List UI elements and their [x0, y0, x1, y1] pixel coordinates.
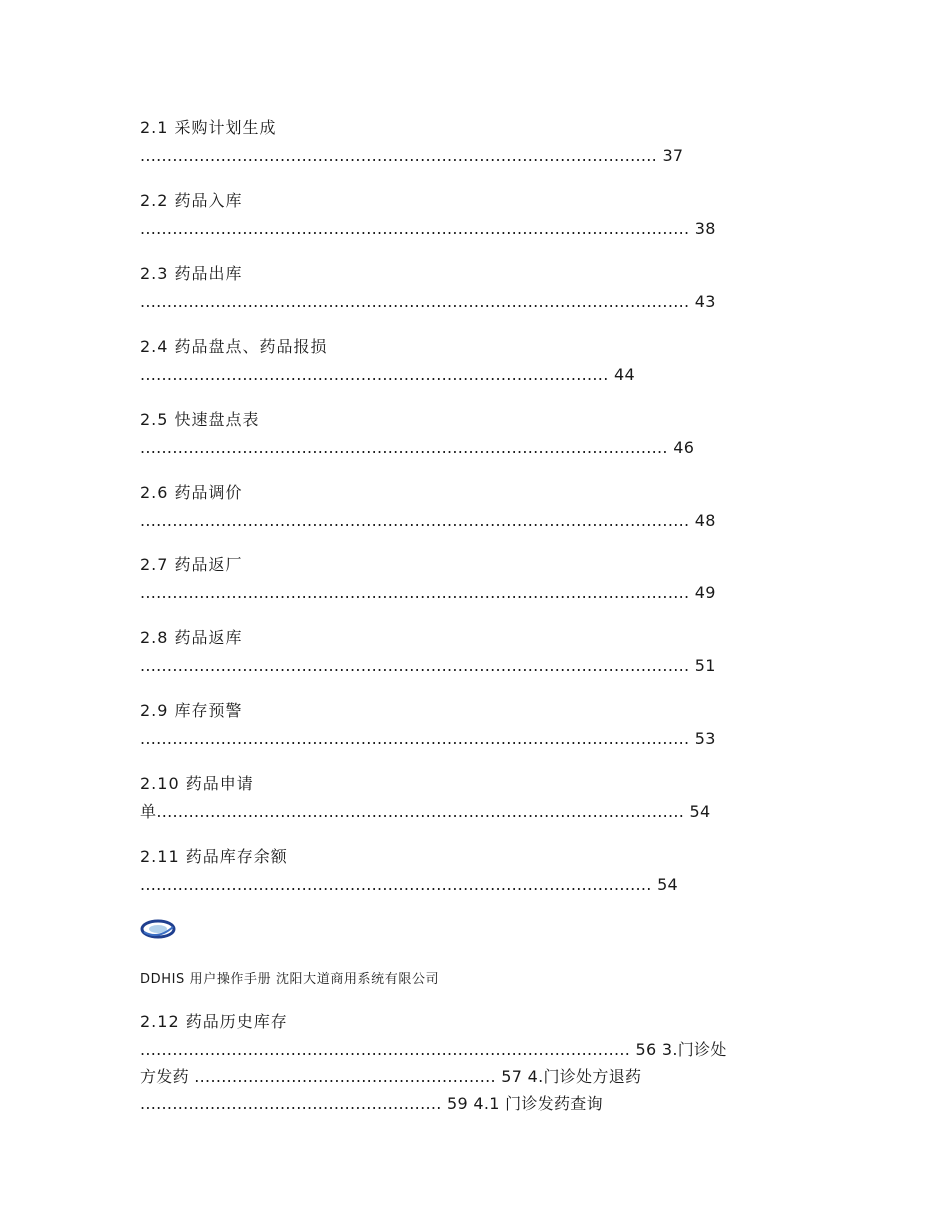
toc-leader-line: ...................................................................................................... 43: [140, 292, 716, 311]
toc-leader-line: ...................................................................................................... 48: [140, 511, 716, 530]
toc-page-number: 38: [694, 219, 716, 238]
toc-page-number: 43: [694, 292, 716, 311]
toc-leader-line: 方发药 ........................................................ 57 4.门诊处方退药: [140, 1067, 642, 1086]
toc-page-number: 51: [694, 656, 716, 675]
toc-heading: 2.8 药品返库: [140, 628, 243, 647]
toc-page-number: 54: [689, 802, 711, 821]
toc-heading: 2.4 药品盘点、药品报损: [140, 337, 328, 356]
toc-heading: 2.5 快速盘点表: [140, 410, 260, 429]
toc-page-number: 44: [613, 365, 635, 384]
toc-leader-line: ........................................................ 59 4.1 门诊发药查询: [140, 1094, 603, 1113]
toc-page-number: 46: [673, 438, 695, 457]
toc-heading: 2.7 药品返厂: [140, 555, 243, 574]
toc-page-number: 37: [662, 146, 684, 165]
toc-leader-line: 单.................................................................................................. 54: [140, 802, 711, 821]
toc-leader-line: ....................................................................................... 44: [140, 365, 635, 384]
toc-leader-line: ...................................................................................................... 49: [140, 583, 716, 602]
toc-leader-line: ...................................................................................................... 51: [140, 656, 716, 675]
toc-heading: 2.3 药品出库: [140, 264, 243, 283]
toc-leader-line: ............................................................................................... 54: [140, 875, 679, 894]
document-footer: DDHIS 用户操作手册 沈阳大道商用系统有限公司: [140, 972, 440, 987]
toc-leader-line: ................................................................................................ 37: [140, 146, 684, 165]
toc-leader-line: .................................................................................................. 46: [140, 438, 695, 457]
toc-leader-line: ...................................................................................................... 38: [140, 219, 716, 238]
toc-leader-line: ...................................................................................................... 53: [140, 729, 716, 748]
toc-heading: 2.1 采购计划生成: [140, 118, 277, 137]
company-logo-icon: [140, 918, 176, 940]
toc-heading: 2.10 药品申请: [140, 774, 254, 793]
toc-heading: 2.2 药品入库: [140, 191, 243, 210]
toc-page-number: 54: [657, 875, 679, 894]
toc-heading: 2.9 库存预警: [140, 701, 243, 720]
toc-page-number: 53: [694, 729, 716, 748]
toc-heading: 2.11 药品库存余额: [140, 847, 288, 866]
toc-page-number: 48: [694, 511, 716, 530]
toc-heading: 2.6 药品调价: [140, 483, 243, 502]
toc-leader-line: ........................................................................................... 56 3.门诊处: [140, 1040, 727, 1059]
toc-heading: 2.12 药品历史库存: [140, 1012, 288, 1031]
toc-page-number: 49: [694, 583, 716, 602]
